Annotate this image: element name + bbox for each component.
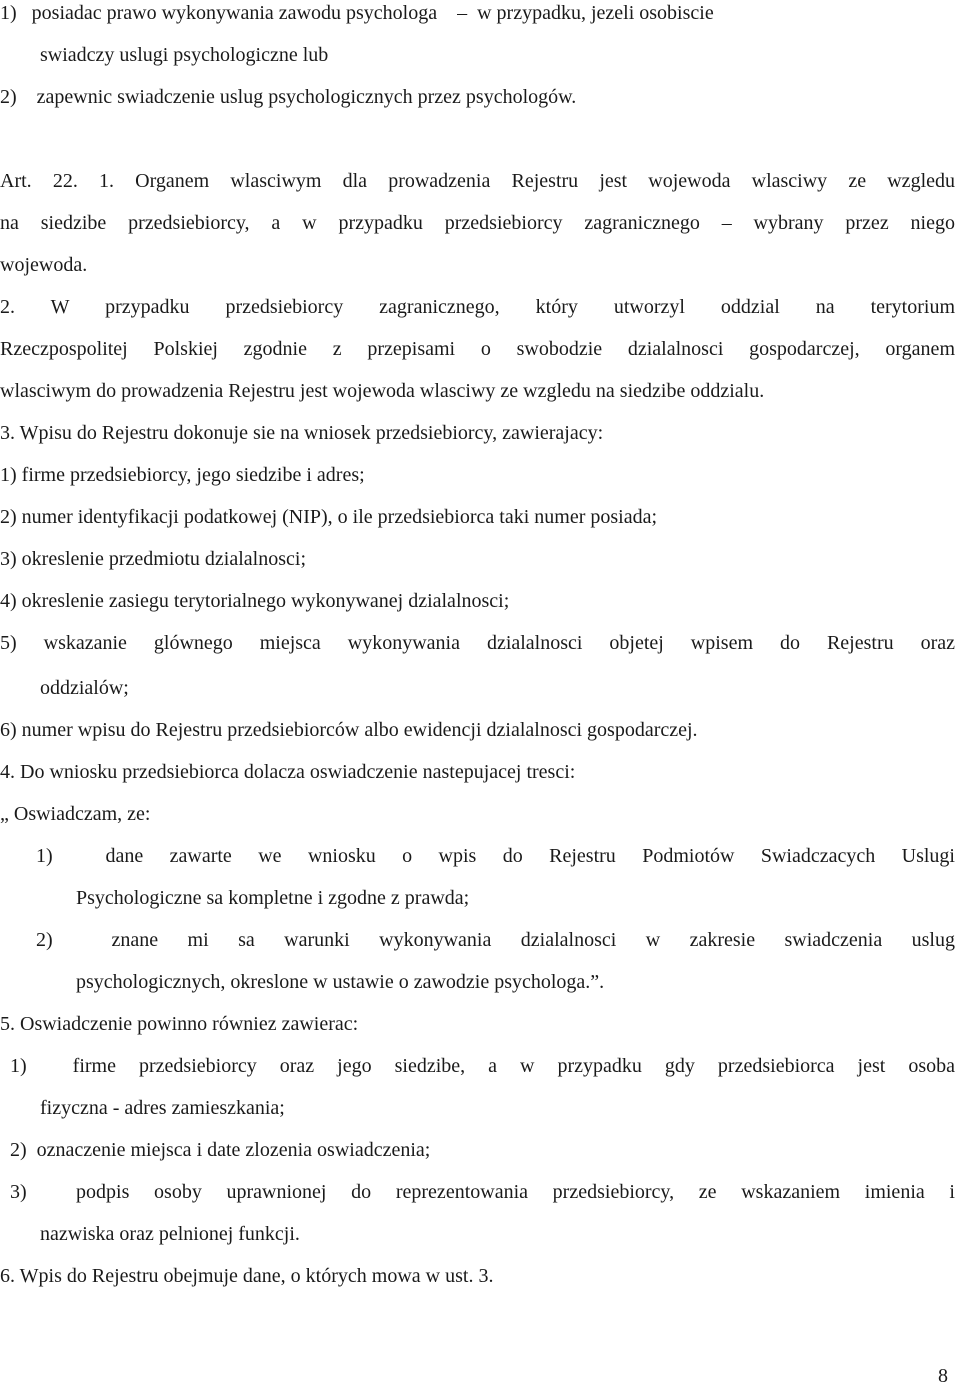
text-line-17: 6) numer wpisu do Rejestru przedsiebiorców albo ewidencji dzialalnosci gospodarczej. xyxy=(0,719,698,741)
text-line-2: swiadczy uslugi psychologiczne lub xyxy=(40,44,329,66)
text-line-14: 4) okreslenie zasiegu terytorialnego wykonywanej dzialalnosci; xyxy=(0,590,510,612)
text-line-25: 1) firme przedsiebiorcy oraz jego siedzibe, a w przypadku gdy przedsiebiorca jest osoba xyxy=(10,1055,955,1077)
text-line-29: nazwiska oraz pelnionej funkcji. xyxy=(40,1223,300,1245)
text-line-6: wojewoda. xyxy=(0,254,88,276)
text-line-27: 2) oznaczenie miejsca i date zlozenia oswiadczenia; xyxy=(10,1139,431,1161)
page-number: 8 xyxy=(938,1365,948,1387)
text-line-15: 5) wskazanie glównego miejsca wykonywania dzialalnosci objetej wpisem do Rejestru oraz xyxy=(0,632,955,654)
text-line-8: Rzeczpospolitej Polskiej zgodnie z przepisami o swobodzie dzialalnosci gospodarczej, organem xyxy=(0,338,955,360)
text-line-23: psychologicznych, okreslone w ustawie o zawodzie psychologa.”. xyxy=(76,971,605,993)
text-line-30: 6. Wpis do Rejestru obejmuje dane, o których mowa w ust. 3. xyxy=(0,1265,494,1287)
text-line-11: 1) firme przedsiebiorcy, jego siedzibe i adres; xyxy=(0,464,365,486)
text-line-24: 5. Oswiadczenie powinno równiez zawierac: xyxy=(0,1013,359,1035)
text-line-18: 4. Do wniosku przedsiebiorca dolacza oswiadczenie nastepujacej tresci: xyxy=(0,761,576,783)
text-line-13: 3) okreslenie przedmiotu dzialalnosci; xyxy=(0,548,307,570)
text-line-19: „ Oswiadczam, ze: xyxy=(0,803,151,825)
text-line-12: 2) numer identyfikacji podatkowej (NIP), o ile przedsiebiorca taki numer posiada; xyxy=(0,506,658,528)
text-line-22: 2) znane mi sa warunki wykonywania dzialalnosci w zakresie swiadczenia uslug xyxy=(36,929,955,951)
text-line-21: Psychologiczne sa kompletne i zgodne z prawda; xyxy=(76,887,470,909)
text-line-16: oddzialów; xyxy=(40,677,129,699)
text-line-20: 1) dane zawarte we wniosku o wpis do Rejestru Podmiotów Swiadczacych Uslugi xyxy=(36,845,955,867)
text-line-28: 3) podpis osoby uprawnionej do reprezentowania przedsiebiorcy, ze wskazaniem imienia i xyxy=(10,1181,955,1203)
text-line-4: Art. 22. 1. Organem wlasciwym dla prowadzenia Rejestru jest wojewoda wlasciwy ze wzgledu xyxy=(0,170,955,192)
text-line-5: na siedzibe przedsiebiorcy, a w przypadku przedsiebiorcy zagranicznego – wybrany przez niego xyxy=(0,212,955,234)
text-line-3: 2) zapewnic swiadczenie uslug psychologicznych przez psychologów. xyxy=(0,86,577,108)
text-line-26: fizyczna - adres zamieszkania; xyxy=(40,1097,285,1119)
text-line-10: 3. Wpisu do Rejestru dokonuje sie na wniosek przedsiebiorcy, zawierajacy: xyxy=(0,422,604,444)
text-line-1: 1) posiadac prawo wykonywania zawodu psychologa – w przypadku, jezeli osobiscie xyxy=(0,2,714,24)
text-line-7: 2. W przypadku przedsiebiorcy zagranicznego, który utworzyl oddzial na terytorium xyxy=(0,296,955,318)
text-line-9: wlasciwym do prowadzenia Rejestru jest wojewoda wlasciwy ze wzgledu na siedzibe oddzialu. xyxy=(0,380,765,402)
